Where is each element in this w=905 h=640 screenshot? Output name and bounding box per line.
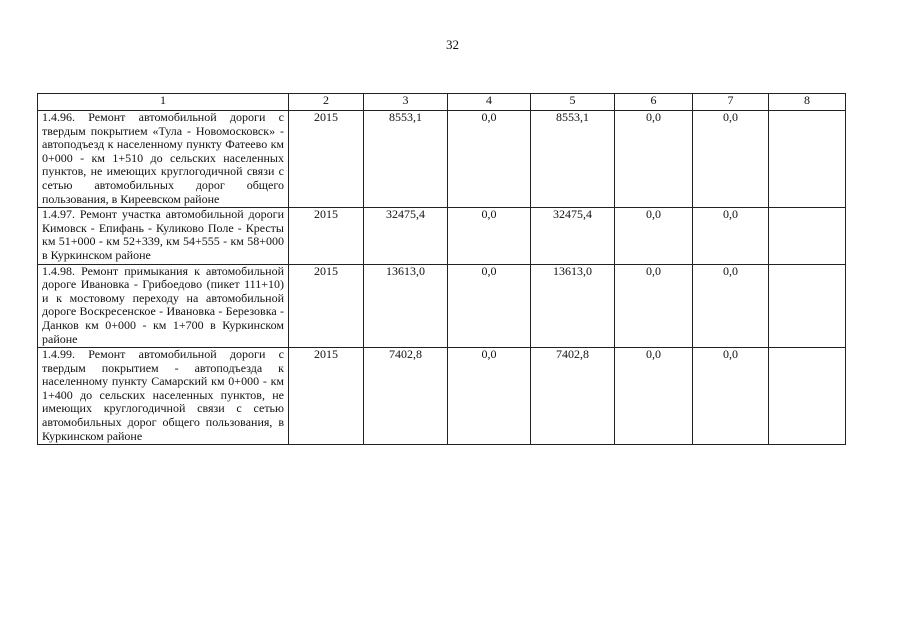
- row-value-5: 13613,0: [531, 264, 615, 348]
- column-header: 8: [769, 94, 846, 111]
- row-value-4: 0,0: [448, 348, 531, 445]
- table-header-row: [38, 94, 846, 111]
- column-header: 7: [693, 94, 769, 111]
- row-value-7: 0,0: [693, 264, 769, 348]
- row-value-5: 8553,1: [531, 111, 615, 208]
- table-row: [38, 264, 846, 348]
- row-value-5: 32475,4: [531, 208, 615, 264]
- row-year: 2015: [289, 111, 364, 208]
- row-year: 2015: [289, 348, 364, 445]
- row-value-6: 0,0: [615, 264, 693, 348]
- row-value-4: 0,0: [448, 208, 531, 264]
- column-header: 4: [448, 94, 531, 111]
- row-value-7: 0,0: [693, 111, 769, 208]
- page-number: 32: [446, 37, 459, 52]
- row-description: 1.4.99. Ремонт автомобильной дороги с твердым покрытием - автоподъезда к населенному пункту Самарский км 0+000 - км 1+400 до сельских населенных пунктов, не имеющих круглогодичной связи с сетью автомобильных дорог общего пользования, в Куркинском районе: [38, 348, 289, 445]
- row-value-3: 8553,1: [364, 111, 448, 208]
- column-header: 1: [38, 94, 289, 111]
- column-header: 2: [289, 94, 364, 111]
- row-value-6: 0,0: [615, 348, 693, 445]
- row-value-3: 32475,4: [364, 208, 448, 264]
- row-value-8: [769, 348, 846, 445]
- row-description: 1.4.96. Ремонт автомобильной дороги с твердым покрытием «Тула - Новомосковск» - автоподъезд к населенному пункту Фатеево км 0+000 - км 1+510 до сельских населенных пунктов, не имеющих круглогодичной связи с сетью автомобильных дорог общего пользования, в Киреевском районе: [38, 111, 289, 208]
- row-value-3: 13613,0: [364, 264, 448, 348]
- column-header: 3: [364, 94, 448, 111]
- data-table: [37, 93, 846, 445]
- row-value-8: [769, 111, 846, 208]
- column-header: 6: [615, 94, 693, 111]
- row-value-4: 0,0: [448, 111, 531, 208]
- row-value-8: [769, 208, 846, 264]
- row-year: 2015: [289, 208, 364, 264]
- row-value-4: 0,0: [448, 264, 531, 348]
- row-value-6: 0,0: [615, 111, 693, 208]
- row-value-5: 7402,8: [531, 348, 615, 445]
- row-value-3: 7402,8: [364, 348, 448, 445]
- row-description: 1.4.97. Ремонт участка автомобильной дороги Кимовск - Епифань - Куликово Поле - Кресты км 51+000 - км 52+339, км 54+555 - км 58+000 в Куркинском районе: [38, 208, 289, 264]
- table-row: [38, 208, 846, 264]
- row-year: 2015: [289, 264, 364, 348]
- row-value-8: [769, 264, 846, 348]
- row-value-7: 0,0: [693, 348, 769, 445]
- row-value-6: 0,0: [615, 208, 693, 264]
- table-row: [38, 348, 846, 445]
- column-header: 5: [531, 94, 615, 111]
- table-row: [38, 111, 846, 208]
- row-description: 1.4.98. Ремонт примыкания к автомобильной дороге Ивановка - Грибоедово (пикет 111+10) и к мостовому переходу на автомобильной дороге Воскресенское - Ивановка - Березовка - Данков км 0+000 - км 1+700 в Куркинском районе: [38, 264, 289, 348]
- row-value-7: 0,0: [693, 208, 769, 264]
